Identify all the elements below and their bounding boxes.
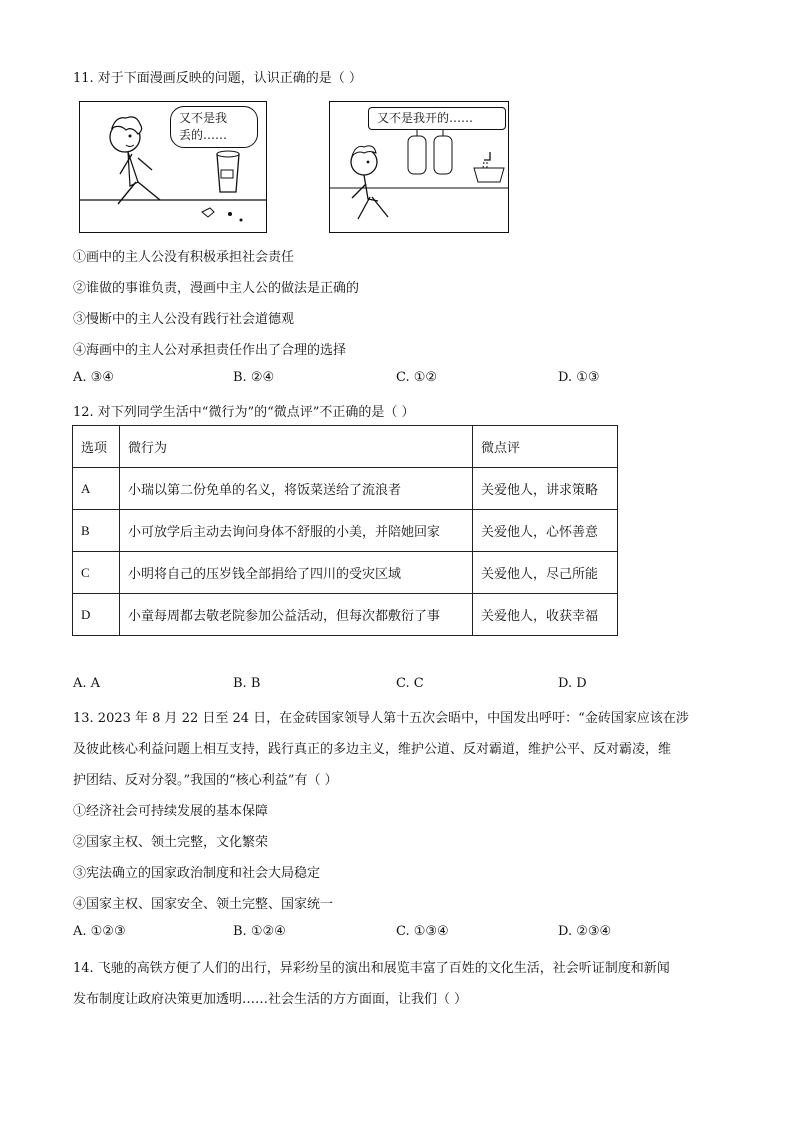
table-row [73, 468, 618, 510]
q12-option-d[interactable]: D. D [558, 676, 587, 691]
table-cell-option: D [73, 594, 120, 636]
table-row [73, 552, 618, 594]
table-cell-behavior: 小明将自己的压岁钱全部捐给了四川的受灾区域 [120, 552, 473, 594]
table-header-behavior: 微行为 [120, 426, 473, 468]
q11-statement-4: ④海画中的主人公对承担责任作出了合理的选择 [73, 343, 347, 358]
q11-option-c[interactable]: C. ①② [396, 370, 438, 385]
q12-option-a[interactable]: A. A [73, 676, 101, 691]
table-header-comment: 微点评 [473, 426, 618, 468]
table-cell-comment: 关爱他人，收获幸福 [473, 594, 618, 636]
table-row [73, 510, 618, 552]
table-cell-behavior: 小可放学后主动去询问身体不舒服的小美，并陪她回家 [120, 510, 473, 552]
cartoon-left-speech-bubble [170, 106, 258, 148]
table-header-row [73, 426, 618, 468]
q11-statement-1: ①画中的主人公没有积极承担社会责任 [73, 250, 295, 265]
q13-option-c[interactable]: C. ①③④ [396, 924, 449, 939]
cartoon-left-bubble-line1: 又不是我 [179, 111, 228, 125]
q11-statement-3: ③慢断中的主人公没有践行社会道德观 [73, 312, 295, 327]
q11-option-a[interactable]: A. ③④ [73, 370, 114, 385]
table-cell-option: B [73, 510, 120, 552]
q13-stem-line-2: 及彼此核心利益问题上相互支持，践行真正的多边主义，维护公道、反对霸道，维护公平、反对霸凌，维 [73, 742, 672, 757]
q13-statement-1: ①经济社会可持续发展的基本保障 [73, 804, 269, 819]
table-row [73, 594, 618, 636]
q14-stem-line-2: 发布制度让政府决策更加透明……社会生活的方方面面，让我们（ ） [73, 992, 468, 1007]
table-header-option: 选项 [73, 426, 120, 468]
cartoon-right-speech-bubble: 又不是我开的…… [368, 107, 506, 130]
q13-stem-line-3: 护团结、反对分裂。”我国的“核心利益”有（ ） [73, 773, 338, 788]
q13-option-b[interactable]: B. ①②④ [233, 924, 286, 939]
cartoon-left [79, 101, 267, 233]
q13-statement-2: ②国家主权、领土完整，文化繁荣 [73, 835, 269, 850]
q12-stem: 12. 对下列同学生活中“微行为”的“微点评”不正确的是（ ） [73, 405, 415, 420]
q13-statement-4: ④国家主权、国家安全、领土完整、国家统一 [73, 897, 334, 912]
q12-table [72, 425, 618, 636]
q11-stem: 11. 对于下面漫画反映的问题，认识正确的是（ ） [73, 71, 362, 86]
q13-statement-3: ③宪法确立的国家政治制度和社会大局稳定 [73, 866, 321, 881]
q12-option-c[interactable]: C. C [396, 676, 424, 691]
table-cell-option: C [73, 552, 120, 594]
q11-option-d[interactable]: D. ①③ [558, 370, 600, 385]
table-cell-comment: 关爱他人，尽己所能 [473, 552, 618, 594]
table-cell-behavior: 小童每周都去敬老院参加公益活动，但每次都敷衍了事 [120, 594, 473, 636]
cartoon-right [329, 101, 509, 233]
table-cell-option: A [73, 468, 120, 510]
q13-option-a[interactable]: A. ①②③ [73, 924, 126, 939]
q12-option-b[interactable]: B. B [233, 676, 261, 691]
q13-stem-line-1: 13. 2023 年 8 月 22 日至 24 日，在金砖国家领导人第十五次会晤中，中国发出呼吁：“金砖国家应该在涉 [73, 711, 689, 726]
cartoon-left-bubble-line2: 丢的…… [179, 128, 228, 142]
table-cell-comment: 关爱他人，心怀善意 [473, 510, 618, 552]
q11-statement-2: ②谁做的事谁负责，漫画中主人公的做法是正确的 [73, 281, 360, 296]
table-cell-comment: 关爱他人，讲求策略 [473, 468, 618, 510]
q14-stem-line-1: 14. 飞驰的高铁方便了人们的出行，异彩纷呈的演出和展览丰富了百姓的文化生活，社会听证制度和新闻 [73, 961, 670, 976]
q13-option-d[interactable]: D. ②③④ [558, 924, 612, 939]
table-cell-behavior: 小瑞以第二份免单的名义，将饭菜送给了流浪者 [120, 468, 473, 510]
q11-option-b[interactable]: B. ②④ [233, 370, 275, 385]
